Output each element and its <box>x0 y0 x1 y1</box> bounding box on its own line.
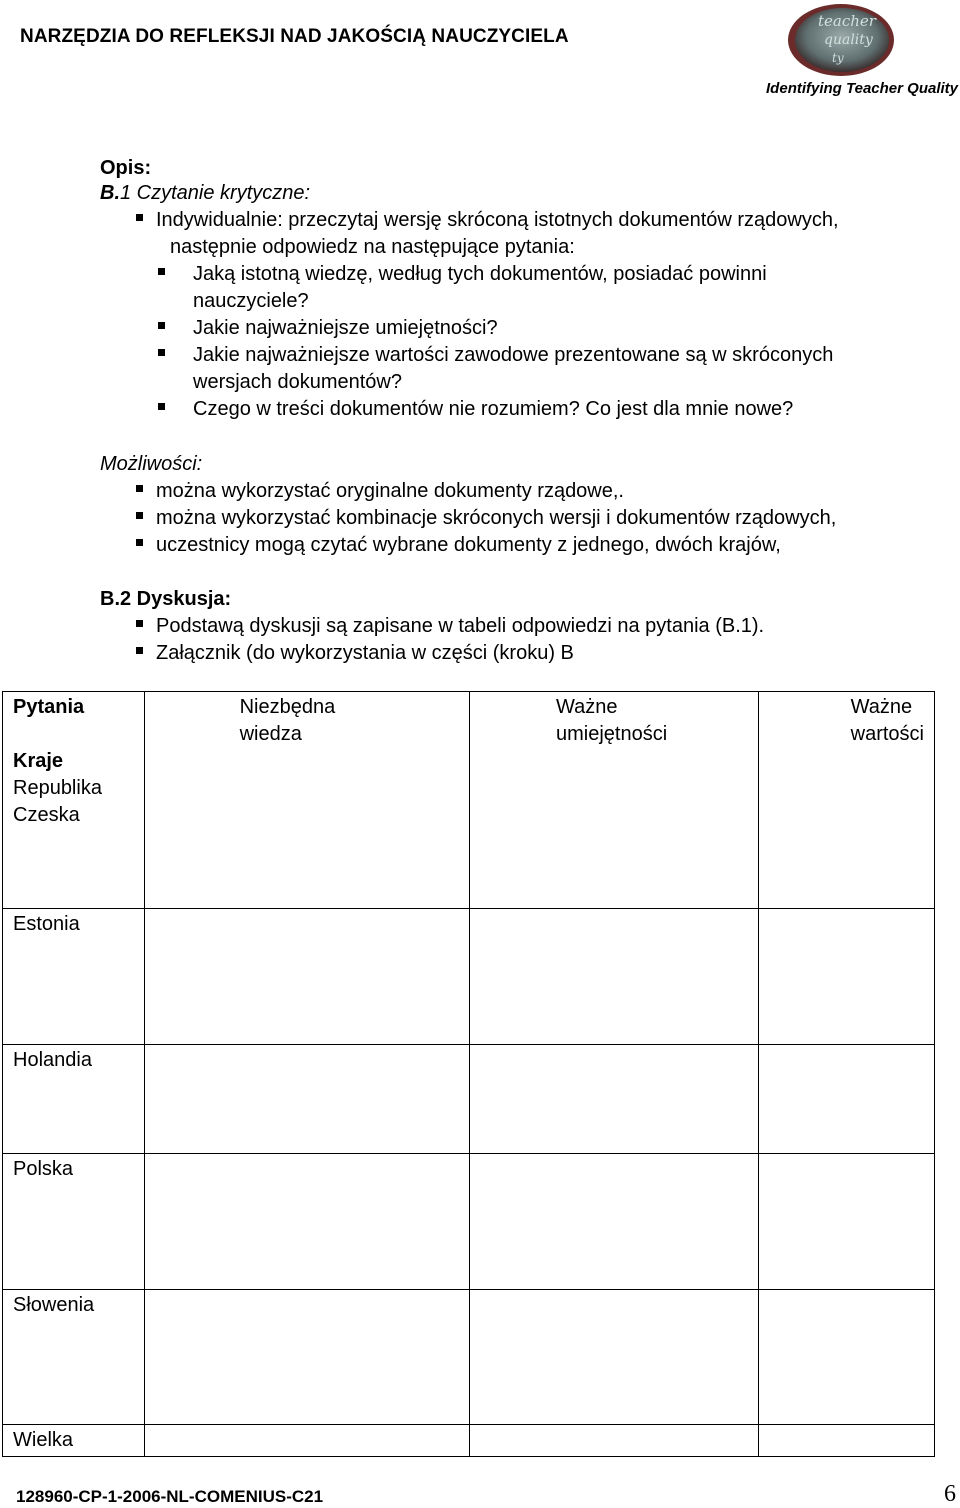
answer-cell[interactable] <box>470 1045 759 1154</box>
svg-text:ty: ty <box>832 51 844 65</box>
header-line: wiedza <box>239 723 302 745</box>
b2-item: Podstawą dyskusji są zapisane w tabeli odpowiedzi na pytania (B.1). <box>156 615 765 637</box>
table-cell-country <box>3 692 145 909</box>
bullet-icon <box>136 485 143 492</box>
country-name: Estonia <box>3 909 145 1045</box>
country-name: Polska <box>3 1154 145 1290</box>
question-item: wersjach dokumentów? <box>193 371 402 393</box>
table-row <box>3 909 935 1045</box>
document-header-subtitle: Identifying Teacher Quality <box>766 80 958 97</box>
answer-cell[interactable] <box>758 1290 934 1425</box>
bullet-icon <box>136 214 143 221</box>
answer-cell[interactable] <box>758 1045 934 1154</box>
question-item: nauczyciele? <box>193 290 309 312</box>
country-name: Republika <box>13 777 102 799</box>
b1-instruction-line: następnie odpowiedz na następujące pytania: <box>170 236 575 258</box>
bullet-icon <box>158 349 165 356</box>
question-item: Jakie najważniejsze umiejętności? <box>193 317 498 339</box>
header-line: Niezbędna <box>239 696 336 718</box>
column-header-pytania: Pytania <box>13 696 85 718</box>
answer-cell[interactable] <box>144 1045 469 1154</box>
bullet-icon <box>136 512 143 519</box>
table-row <box>3 1425 935 1457</box>
footer-project-code: 128960-CP-1-2006-NL-COMENIUS-C21 <box>16 1487 324 1506</box>
question-item: Czego w treści dokumentów nie rozumiem? Co jest dla mnie nowe? <box>193 398 794 420</box>
header-line: Ważne <box>556 696 618 718</box>
answer-cell[interactable] <box>470 909 759 1045</box>
b1-instruction-line: Indywidualnie: przeczytaj wersję skróconą istotnych dokumentów rządowych, <box>156 209 839 231</box>
header-line: umiejętności <box>556 723 668 745</box>
bullet-icon <box>158 403 165 410</box>
answer-cell[interactable] <box>758 1425 934 1457</box>
bullet-icon <box>136 539 143 546</box>
table-row <box>3 1045 935 1154</box>
answer-cell[interactable] <box>144 1425 469 1457</box>
table-row <box>3 1154 935 1290</box>
country-name: Holandia <box>3 1045 145 1154</box>
mozliwosci-label: Możliwości: <box>100 453 203 475</box>
svg-text:quality: quality <box>824 32 873 48</box>
answer-cell[interactable] <box>758 1154 934 1290</box>
table-row <box>3 692 935 909</box>
row-header-kraje: Kraje <box>13 750 64 772</box>
answer-cell[interactable] <box>144 909 469 1045</box>
b2-item: Załącznik (do wykorzystania w części (kroku) B <box>156 642 574 664</box>
bullet-icon <box>158 322 165 329</box>
answer-cell[interactable] <box>470 1154 759 1290</box>
column-header-umiejetnosci <box>470 692 759 909</box>
option-item: można wykorzystać kombinacje skróconych wersji i dokumentów rządowych, <box>156 507 837 529</box>
question-item: Jakie najważniejsze wartości zawodowe prezentowane są w skróconych <box>193 344 834 366</box>
teacher-quality-logo <box>786 2 896 78</box>
country-name: Wielka <box>3 1425 145 1457</box>
bullet-icon <box>136 647 143 654</box>
b2-heading: B.2 Dyskusja: <box>100 588 232 610</box>
answer-cell[interactable] <box>144 1290 469 1425</box>
column-header-wiedza <box>144 692 469 909</box>
page-number: 6 <box>944 1481 956 1507</box>
table-row <box>3 1290 935 1425</box>
answer-cell[interactable] <box>144 1154 469 1290</box>
header-line: wartości <box>850 723 924 745</box>
option-item: można wykorzystać oryginalne dokumenty rządowe,. <box>156 480 624 502</box>
document-header-title: NARZĘDZIA DO REFLEKSJI NAD JAKOŚCIĄ NAUCZYCIELA <box>20 26 569 47</box>
question-item: Jaką istotną wiedzę, według tych dokumentów, posiadać powinni <box>193 263 767 285</box>
answer-cell[interactable] <box>758 909 934 1045</box>
header-line: Ważne <box>850 696 913 718</box>
option-item: uczestnicy mogą czytać wybrane dokumenty z jednego, dwóch krajów, <box>156 534 781 556</box>
b1-heading: B.1 Czytanie krytyczne: <box>100 182 311 204</box>
answer-cell[interactable] <box>470 1290 759 1425</box>
country-name: Słowenia <box>3 1290 145 1425</box>
opis-label: Opis: <box>100 157 152 179</box>
column-header-wartosci <box>758 692 934 909</box>
bullet-icon <box>158 268 165 275</box>
countries-table <box>2 691 935 1457</box>
answer-cell[interactable] <box>470 1425 759 1457</box>
bullet-icon <box>136 620 143 627</box>
svg-text:teacher: teacher <box>818 12 876 30</box>
country-name: Czeska <box>13 804 80 826</box>
